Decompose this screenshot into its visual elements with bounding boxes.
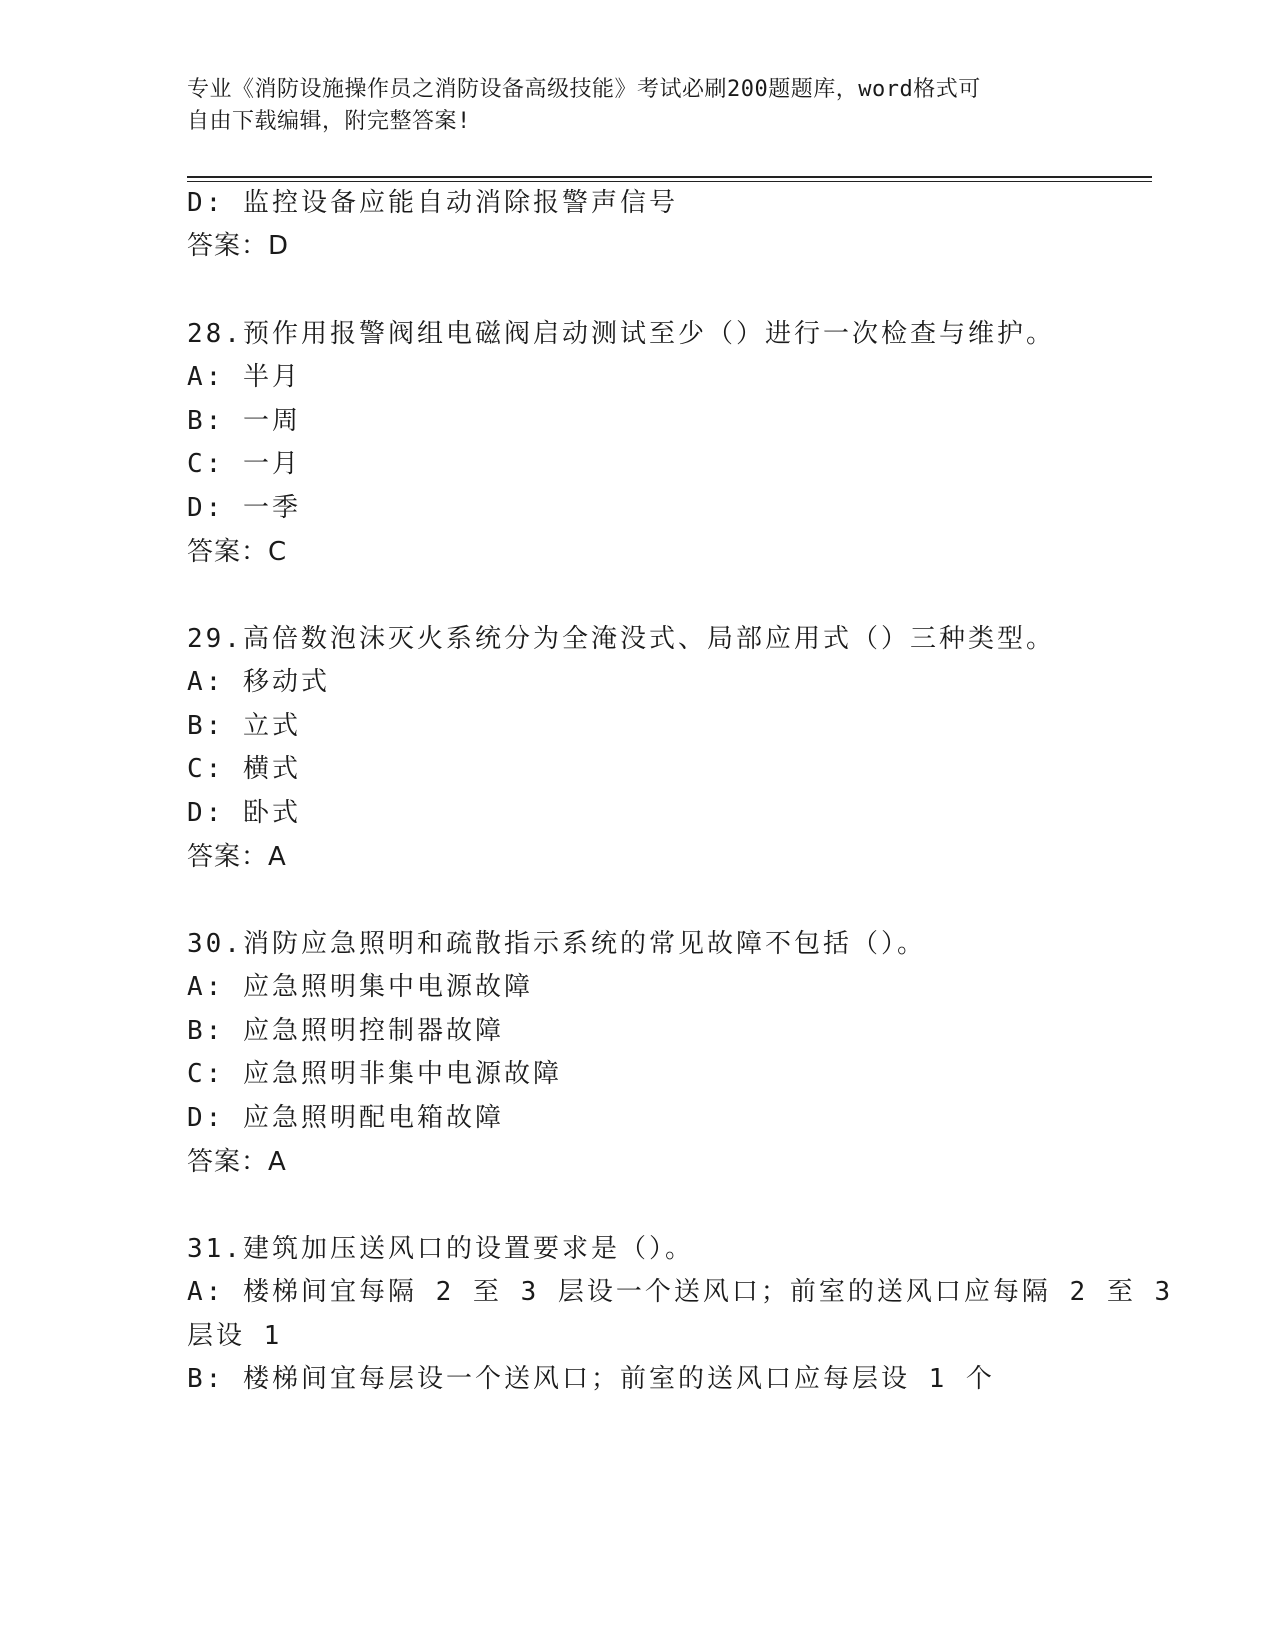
question-30-stem: 30.消防应急照明和疏散指示系统的常见故障不包括（）。: [187, 929, 926, 959]
header-divider-thin: [187, 181, 1152, 182]
question-29-option-b: B: 立式: [187, 711, 301, 741]
document-header: [187, 74, 1077, 138]
prev-option-d: D: 监控设备应能自动消除报警声信号: [187, 188, 678, 218]
question-29-answer: 答案：A: [187, 842, 287, 872]
header-line-2: 自由下载编辑，附完整答案!: [187, 109, 471, 134]
question-29-option-a: A: 移动式: [187, 667, 330, 697]
question-31-option-b: B: 楼梯间宜每层设一个送风口；前室的送风口应每层设 1 个: [187, 1364, 995, 1394]
question-30-option-d: D: 应急照明配电箱故障: [187, 1103, 504, 1133]
question-28-option-b: B: 一周: [187, 406, 301, 436]
question-30-option-c: C: 应急照明非集中电源故障: [187, 1059, 562, 1089]
question-28-option-d: D: 一季: [187, 493, 301, 523]
question-30-option-b: B: 应急照明控制器故障: [187, 1016, 504, 1046]
header-divider-thick: [187, 176, 1152, 178]
question-29-option-c: C: 横式: [187, 754, 301, 784]
question-31-option-a: A: 楼梯间宜每隔 2 至 3 层设一个送风口；前室的送风口应每隔 2 至 3: [187, 1277, 1174, 1307]
question-31-stem: 31.建筑加压送风口的设置要求是（）。: [187, 1234, 694, 1264]
header-line-1: 专业《消防设施操作员之消防设备高级技能》考试必刷200题题库，word格式可: [187, 77, 981, 102]
prev-answer: 答案：D: [187, 231, 290, 261]
question-28-answer: 答案：C: [187, 537, 288, 567]
question-28-option-c: C: 一月: [187, 449, 301, 479]
question-30-option-a: A: 应急照明集中电源故障: [187, 972, 533, 1002]
question-28-option-a: A: 半月: [187, 362, 301, 392]
question-29-option-d: D: 卧式: [187, 798, 301, 828]
question-28-stem: 28.预作用报警阀组电磁阀启动测试至少（）进行一次检查与维护。: [187, 319, 1055, 349]
question-29-stem: 29.高倍数泡沫灭火系统分为全淹没式、局部应用式（）三种类型。: [187, 624, 1055, 654]
question-30-answer: 答案：A: [187, 1147, 287, 1177]
question-31-option-a-continued: 层设 1: [187, 1321, 283, 1351]
